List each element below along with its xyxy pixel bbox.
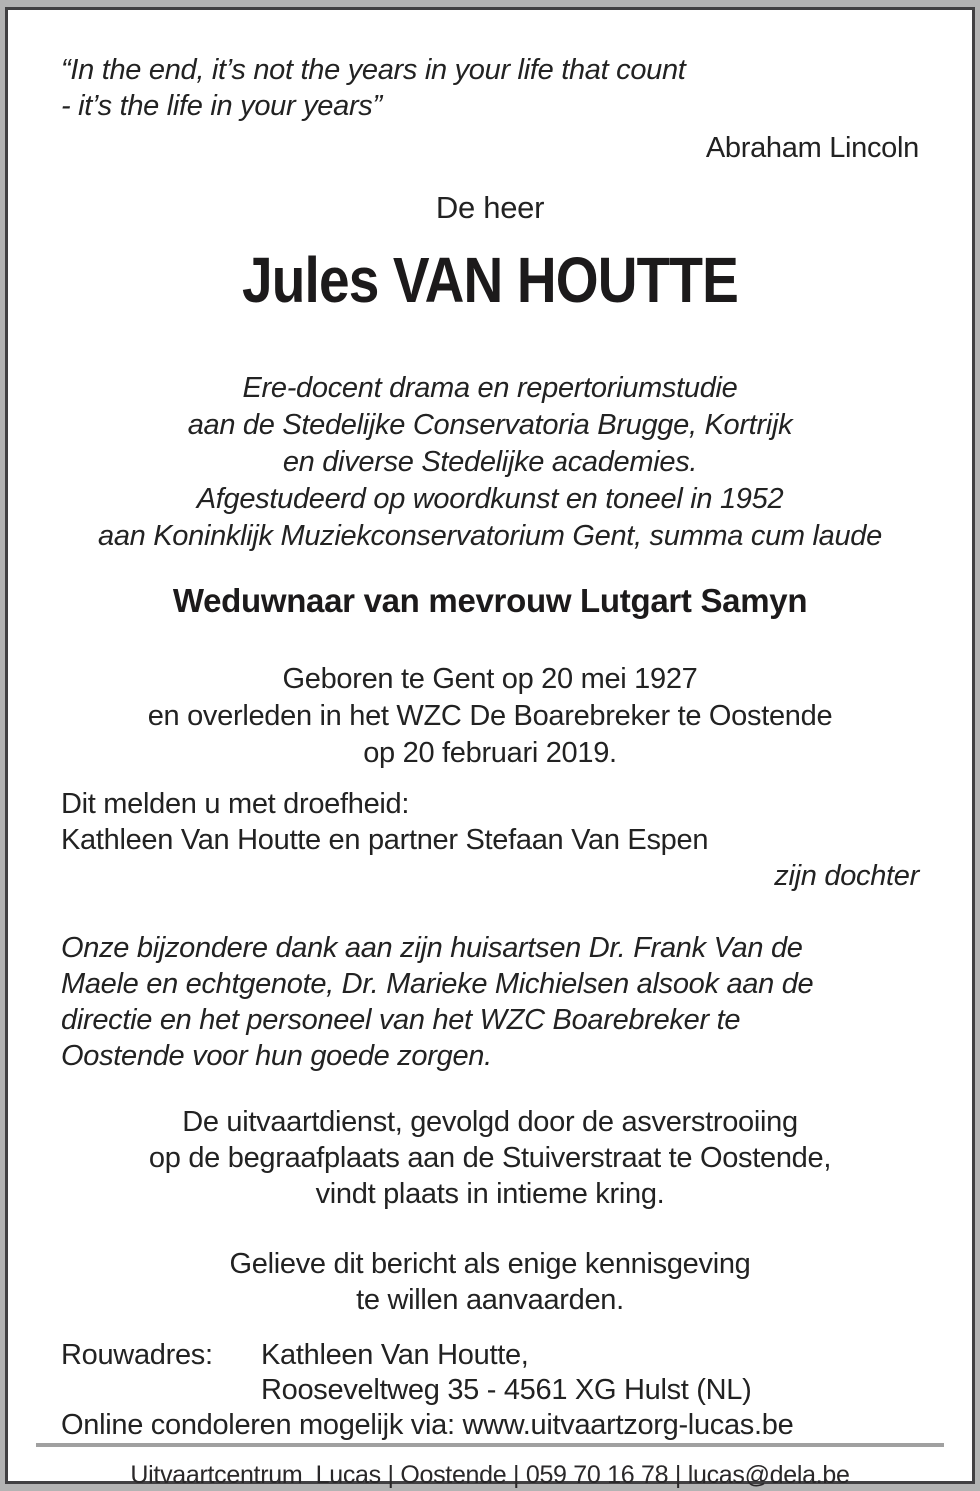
quote-line-1: “In the end, it’s not the years in your life that count (61, 54, 686, 86)
mourning-address-street: Rooseveltweg 35 - 4561 XG Hulst (NL) (261, 1374, 752, 1406)
credentials-line: aan Koninklijk Muziekconservatorium Gent, summa cum laude (98, 520, 882, 552)
relation-line: zijn dochter (774, 860, 919, 892)
credentials-line: aan de Stedelijke Conservatoria Brugge, Kortrijk (187, 409, 793, 441)
funeral-home-footer: Uitvaartcentrum Lucas | Oostende | 059 70 16 78 | lucas@dela.be (130, 1461, 850, 1489)
quote-attribution: Abraham Lincoln (705, 132, 919, 164)
quote-block (61, 52, 919, 124)
thanks-line: directie en het personeel van het WZC Boarebreker te (61, 1004, 741, 1036)
credentials-line: en diverse Stedelijke academies. (282, 446, 698, 478)
deceased-name: Jules VAN HOUTTE (242, 244, 738, 316)
credentials-line: Ere-docent drama en repertoriumstudie (242, 372, 738, 404)
announcement-family: Kathleen Van Houtte en partner Stefaan Van Espen (61, 824, 709, 856)
service-block (61, 1104, 919, 1212)
announcement-block (61, 786, 919, 858)
birth-death-block (61, 661, 919, 772)
credentials-block (61, 370, 919, 555)
mourning-address-row (61, 1338, 919, 1373)
online-condolence-line: Online condoleren mogelijk via: www.uitvaartzorg-lucas.be (61, 1409, 794, 1441)
service-line: op de begraafplaats aan de Stuiverstraat te Oostende, (148, 1142, 832, 1174)
service-line: vindt plaats in intieme kring. (315, 1178, 665, 1210)
notice-line: Gelieve dit bericht als enige kennisgeving (229, 1248, 751, 1280)
birth-line: Geboren te Gent op 20 mei 1927 (282, 663, 698, 695)
salutation: De heer (435, 190, 545, 225)
mourning-address-name: Kathleen Van Houtte, (261, 1339, 529, 1371)
mourning-address-spacer (61, 1373, 261, 1408)
credentials-line: Afgestudeerd op woordkunst en toneel in 1952 (196, 483, 784, 515)
announcement-intro: Dit melden u met droefheid: (61, 788, 410, 820)
death-date-line: op 20 februari 2019. (363, 737, 617, 769)
obituary-card (5, 7, 975, 1489)
thanks-line: Oostende voor hun goede zorgen. (61, 1040, 492, 1072)
service-line: De uitvaartdienst, gevolgd door de asverstrooiing (182, 1106, 798, 1138)
notice-line: te willen aanvaarden. (356, 1284, 624, 1316)
mourning-address-label: Rouwadres: (61, 1339, 213, 1371)
notice-block (61, 1246, 919, 1318)
mourning-address-row (61, 1373, 919, 1408)
mourning-address-block (61, 1338, 919, 1443)
widower-line: Weduwnaar van mevrouw Lutgart Samyn (172, 582, 808, 619)
thanks-line: Maele en echtgenote, Dr. Marieke Michielsen alsook aan de (61, 968, 814, 1000)
quote-line-2: - it’s the life in your years” (61, 90, 382, 122)
thanks-block (61, 930, 919, 1074)
thanks-line: Onze bijzondere dank aan zijn huisartsen Dr. Frank Van de (61, 932, 803, 964)
footer-divider (36, 1443, 944, 1447)
death-line: en overleden in het WZC De Boarebreker te Oostende (147, 700, 833, 732)
